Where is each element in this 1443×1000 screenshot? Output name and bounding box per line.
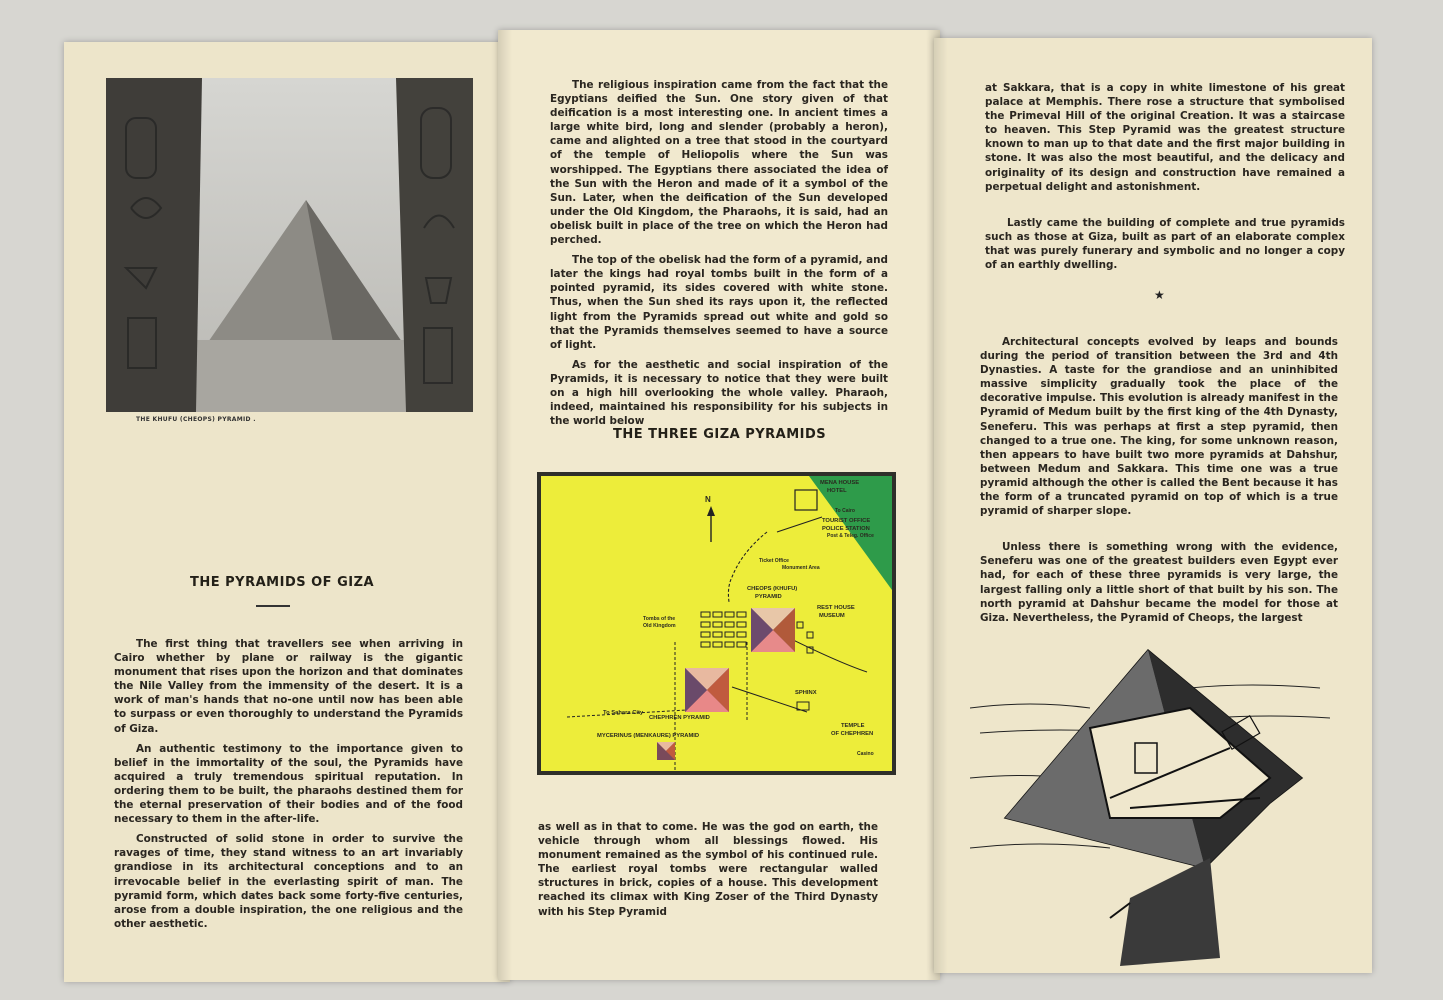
right-body-top xyxy=(985,81,1345,278)
fold-shadow xyxy=(498,30,512,980)
fold-shadow xyxy=(934,38,948,973)
paragraph: The religious inspiration came from the fact that the Egyptians deified the Sun. One story given of that deification is a most interesting one. In ancient times a large white bird, long and slender (probably a heron), came and alighted on a tree that stood in the courtyard of the temple of Heliopolis where the Sun was worshipped. The Egyptians there associated the idea of the Sun with the Heron and made of it a symbol of the Sun. Later, when the deification of the Sun developed under the Old Kingdom, the Pharaohs, it is said, had an obelisk built in place of the tree on which the Heron had perched. xyxy=(550,79,888,247)
giza-map xyxy=(537,472,896,775)
paragraph: at Sakkara, that is a copy in white limestone of his great palace at Memphis. There rose a structure that symbolised the Primeval Hill of the original Creation. It was a staircase to heaven. This Step Pyramid was the greatest structure known to man up to that date and the first major building in stone. It was also the most beautiful, and the delicacy and originality of its design and construction have remained a perpetual delight and astonishment. xyxy=(985,82,1345,193)
paragraph: The first thing that travellers see when arriving in Cairo whether by plane or railway is the gigantic monument that rises upon the horizon and that dominates the Nile Valley from the immensity of the desert. It is a work of man's hands that no-one until now has been able to surpass or even thoroughly to understand the Pyramids of Giza. xyxy=(114,638,463,735)
left-body xyxy=(114,637,463,937)
map-label: To Sahara City xyxy=(603,710,644,716)
map-label: OF CHEPHREN xyxy=(831,731,874,737)
photo-caption: THE KHUFU (CHEOPS) PYRAMID . xyxy=(136,416,256,423)
map-label: Post & Teleg. Office xyxy=(827,533,874,539)
paragraph: As for the aesthetic and social inspiration of the Pyramids, it is necessary to notice that they were built on a high hill overlooking the whole valley. Pharaoh, indeed, maintained his responsibility for his subjects in the world below xyxy=(550,358,888,428)
map-svg xyxy=(537,472,896,775)
paragraph: Lastly came the building of complete and true pyramids such as those at Giza, built as part of an elaborate complex that was purely funerary and symbolic and no longer a copy of an earthly dwelling. xyxy=(985,216,1345,272)
map-label: MYCERINUS (MENKAURE) PYRAMID xyxy=(597,733,700,739)
middle-body-top xyxy=(550,78,888,434)
map-label: CHEOPS (KHUFU) xyxy=(747,586,798,592)
pyramid-cutaway-illustration xyxy=(970,648,1332,970)
title-divider xyxy=(256,605,290,607)
map-label: To Cairo xyxy=(835,508,855,514)
map-label: TOURIST OFFICE xyxy=(822,518,871,524)
map-label: MENA HOUSE xyxy=(820,480,860,486)
map-label: POLICE STATION xyxy=(822,526,870,532)
map-label: CHEPHREN PYRAMID xyxy=(649,715,710,721)
map-label: PYRAMID xyxy=(755,594,782,600)
map-label: REST HOUSE xyxy=(817,605,855,611)
pyramid-photo-illustration xyxy=(106,78,473,412)
map-label: SPHINX xyxy=(795,690,817,696)
map-label: TEMPLE xyxy=(841,723,865,729)
map-label: Old Kingdom xyxy=(643,623,676,629)
map-title: THE THREE GIZA PYRAMIDS xyxy=(613,427,827,442)
map-label-north: N xyxy=(705,495,711,504)
map-label: Casino xyxy=(857,751,874,757)
paragraph: An authentic testimony to the importance given to belief in the immortality of the soul, the Pyramids have acquired a truly tremendous spiritual reputation. In ordering them to be built, the pharaohs destined them for the eternal preservation of their bodies and of the food necessary to them in the after-life. xyxy=(114,742,463,826)
star-separator: ★ xyxy=(1154,288,1165,302)
map-label: HOTEL xyxy=(827,488,847,494)
paragraph: The top of the obelisk had the form of a pyramid, and later the kings had royal tombs built in the form of a pointed pyramid, its sides covered with white stone. Thus, when the Sun shed its rays upon it, the reflected light from the Pyramids spread out white and gold so that the Pyramids themselves seemed to have a source of light. xyxy=(550,254,888,351)
paragraph: Constructed of solid stone in order to survive the ravages of time, they stand witness to an art invariably grandiose in its architectural conceptions and to an irrevocable belief in the everlasting spirit of man. The pyramid form, which dates back some forty-five centuries, arose from a double inspiration, the one religious and the other aesthetic. xyxy=(114,833,463,930)
page-title: THE PYRAMIDS OF GIZA xyxy=(190,575,375,590)
map-label: Tombs of the xyxy=(643,616,676,622)
pyramid-cutaway-svg xyxy=(970,648,1332,970)
pyramid-photo xyxy=(106,78,473,412)
map-label: Monument Area xyxy=(782,565,820,571)
map-label: Ticket Office xyxy=(759,558,789,564)
paragraph: Architectural concepts evolved by leaps and bounds during the period of transition between the 3rd and 4th Dynasties. A taste for the grandiose and an uninhibited massive simplicity gradually took the place of the decorative impulse. This evolution is already manifest in the Pyramid of Medum built by the first king of the 4th Dynasty, Seneferu. This was perhaps at first a step pyramid, then changed to a true one. The king, for some unknown reason, then appears to have built two more pyramids at Dahshur, between Medum and Sakkara. This time one was a true pyramid although the other is called the Bent because it has the form of a truncated pyramid on top of which is a true pyramid of sharper slope. xyxy=(980,336,1338,518)
paragraph: Unless there is something wrong with the evidence, Seneferu was one of the greatest builders even Egypt ever had, for each of these three pyramids is very large, the largest falling only a little short of that built by his son. The north pyramid at Dahshur became the model for those at Giza. Nevertheless, the Pyramid of Cheops, the largest xyxy=(980,541,1338,624)
map-label: MUSEUM xyxy=(819,613,845,619)
middle-body-bottom xyxy=(538,820,878,925)
right-body-bottom xyxy=(980,335,1338,631)
paragraph: as well as in that to come. He was the god on earth, the vehicle through whom all blessings flowed. His monument remained as the symbol of his continued rule. The earliest royal tombs were rectangular walled structures in brick, copies of a house. This development reached its climax with King Zoser of the Third Dynasty with his Step Pyramid xyxy=(538,821,878,918)
